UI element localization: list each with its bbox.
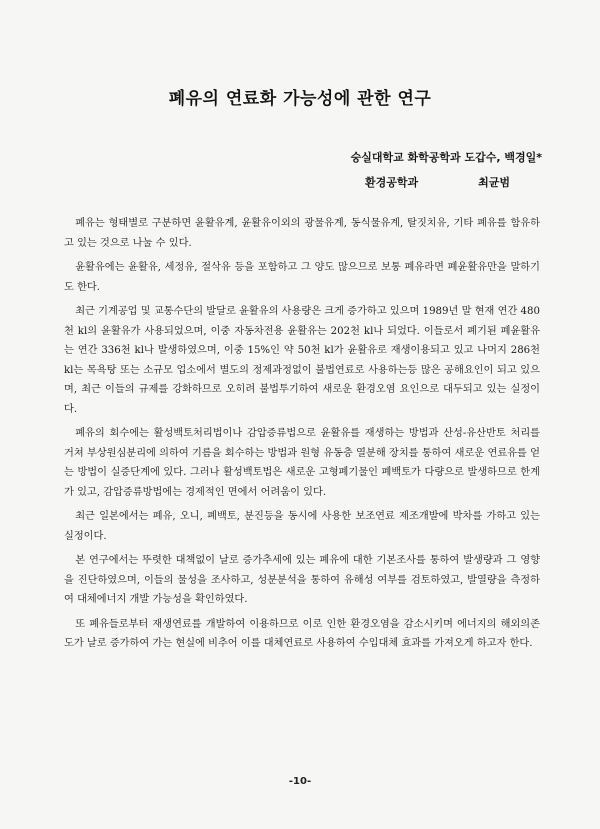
department-label: 환경공학과 — [364, 176, 419, 189]
paper-title: 폐유의 연료화 가능성에 관한 연구 — [168, 89, 432, 109]
paragraph: 또 폐유들로부터 재생연료를 개발하여 이용하므로 이로 인한 환경오염을 감소시키며 에너지의 해외의존도가 날로 증가하여 가는 현실에 비추어 이를 대체연료로 사용하여 수입대체 효과를 가져오게 하고자 한다. — [64, 618, 540, 649]
page-number: -10- — [288, 776, 312, 787]
paragraph: 윤활유에는 윤활유, 세정유, 절삭유 등을 포함하고 그 양도 많으므로 보통 폐유라면 폐윤활유만을 말하기도 한다. — [64, 262, 540, 293]
author-affiliation-line: 숭실대학교 화학공학과 도갑수, 백경일* — [350, 151, 542, 164]
paragraph: 본 연구에서는 뚜렷한 대책없이 날로 증가추세에 있는 폐유에 대한 기본조사를 통하여 발생량과 그 영향을 진단하였으며, 이들의 물성을 조사하고, 성분분석을 통하여 유해성 여부를 검토하였고, 발열량을 측정하여 대체에너지 개발 가능성을 확인하였다. — [64, 555, 540, 605]
author-name: 최균범 — [478, 176, 510, 189]
author-affiliation-line-2 — [182, 170, 542, 195]
paragraph: 폐유의 회수에는 활성백토처리법이나 감압증류법으로 윤활유를 재생하는 방법과 산성-유산반토 처리를 거쳐 부상원심분리에 의하여 기름을 회수하는 방법과 원형 유동층 열분해 장치를 통하여 새로운 연료유를 얻는 방법이 실증단계에 있다. 그러나 활성백토법은 새로운 고형폐기물인 폐백토가 다량으로 발생하므로 한계가 있고, 감압증류방법에는 경제적인 면에서 어려움이 있다. — [64, 428, 540, 498]
author-block — [182, 145, 542, 195]
body-text — [64, 214, 540, 659]
paragraph: 최근 기계공업 및 교통수단의 발달로 윤활유의 사용량은 크게 증가하고 있으며 1989년 말 현재 연간 480천 kl의 윤활유가 사용되었으며, 이중 자동차전용 윤활유는 202천 kl나 되었다. 이들로서 폐기된 폐윤활유는 연간 336천 kl나 발생하였으며, 이중 15%인 약 50천 kl가 윤활유로 재생이용되고 있고 나머지 286천 kl는 목욕탕 또는 소규모 업소에서 별도의 정제과정없이 불법연료로 사용하는등 많은 공해요인이 되고 있으며, 최근 이들의 규제를 강화하므로 오히려 불법투기하여 새로운 환경오염 요인으로 대두되고 있는 실정이다. — [64, 306, 540, 415]
paragraph: 폐유는 형태별로 구분하면 윤활유계, 윤활유이외의 광물유계, 동식물유계, 탈짓치유, 기타 폐유를 함유하고 있는 것으로 나눌 수 있다. — [64, 218, 540, 249]
paragraph: 최근 일본에서는 폐유, 오니, 폐백토, 분진등을 동시에 사용한 보조연료 제조개발에 박차를 가하고 있는 실정이다. — [64, 511, 540, 542]
